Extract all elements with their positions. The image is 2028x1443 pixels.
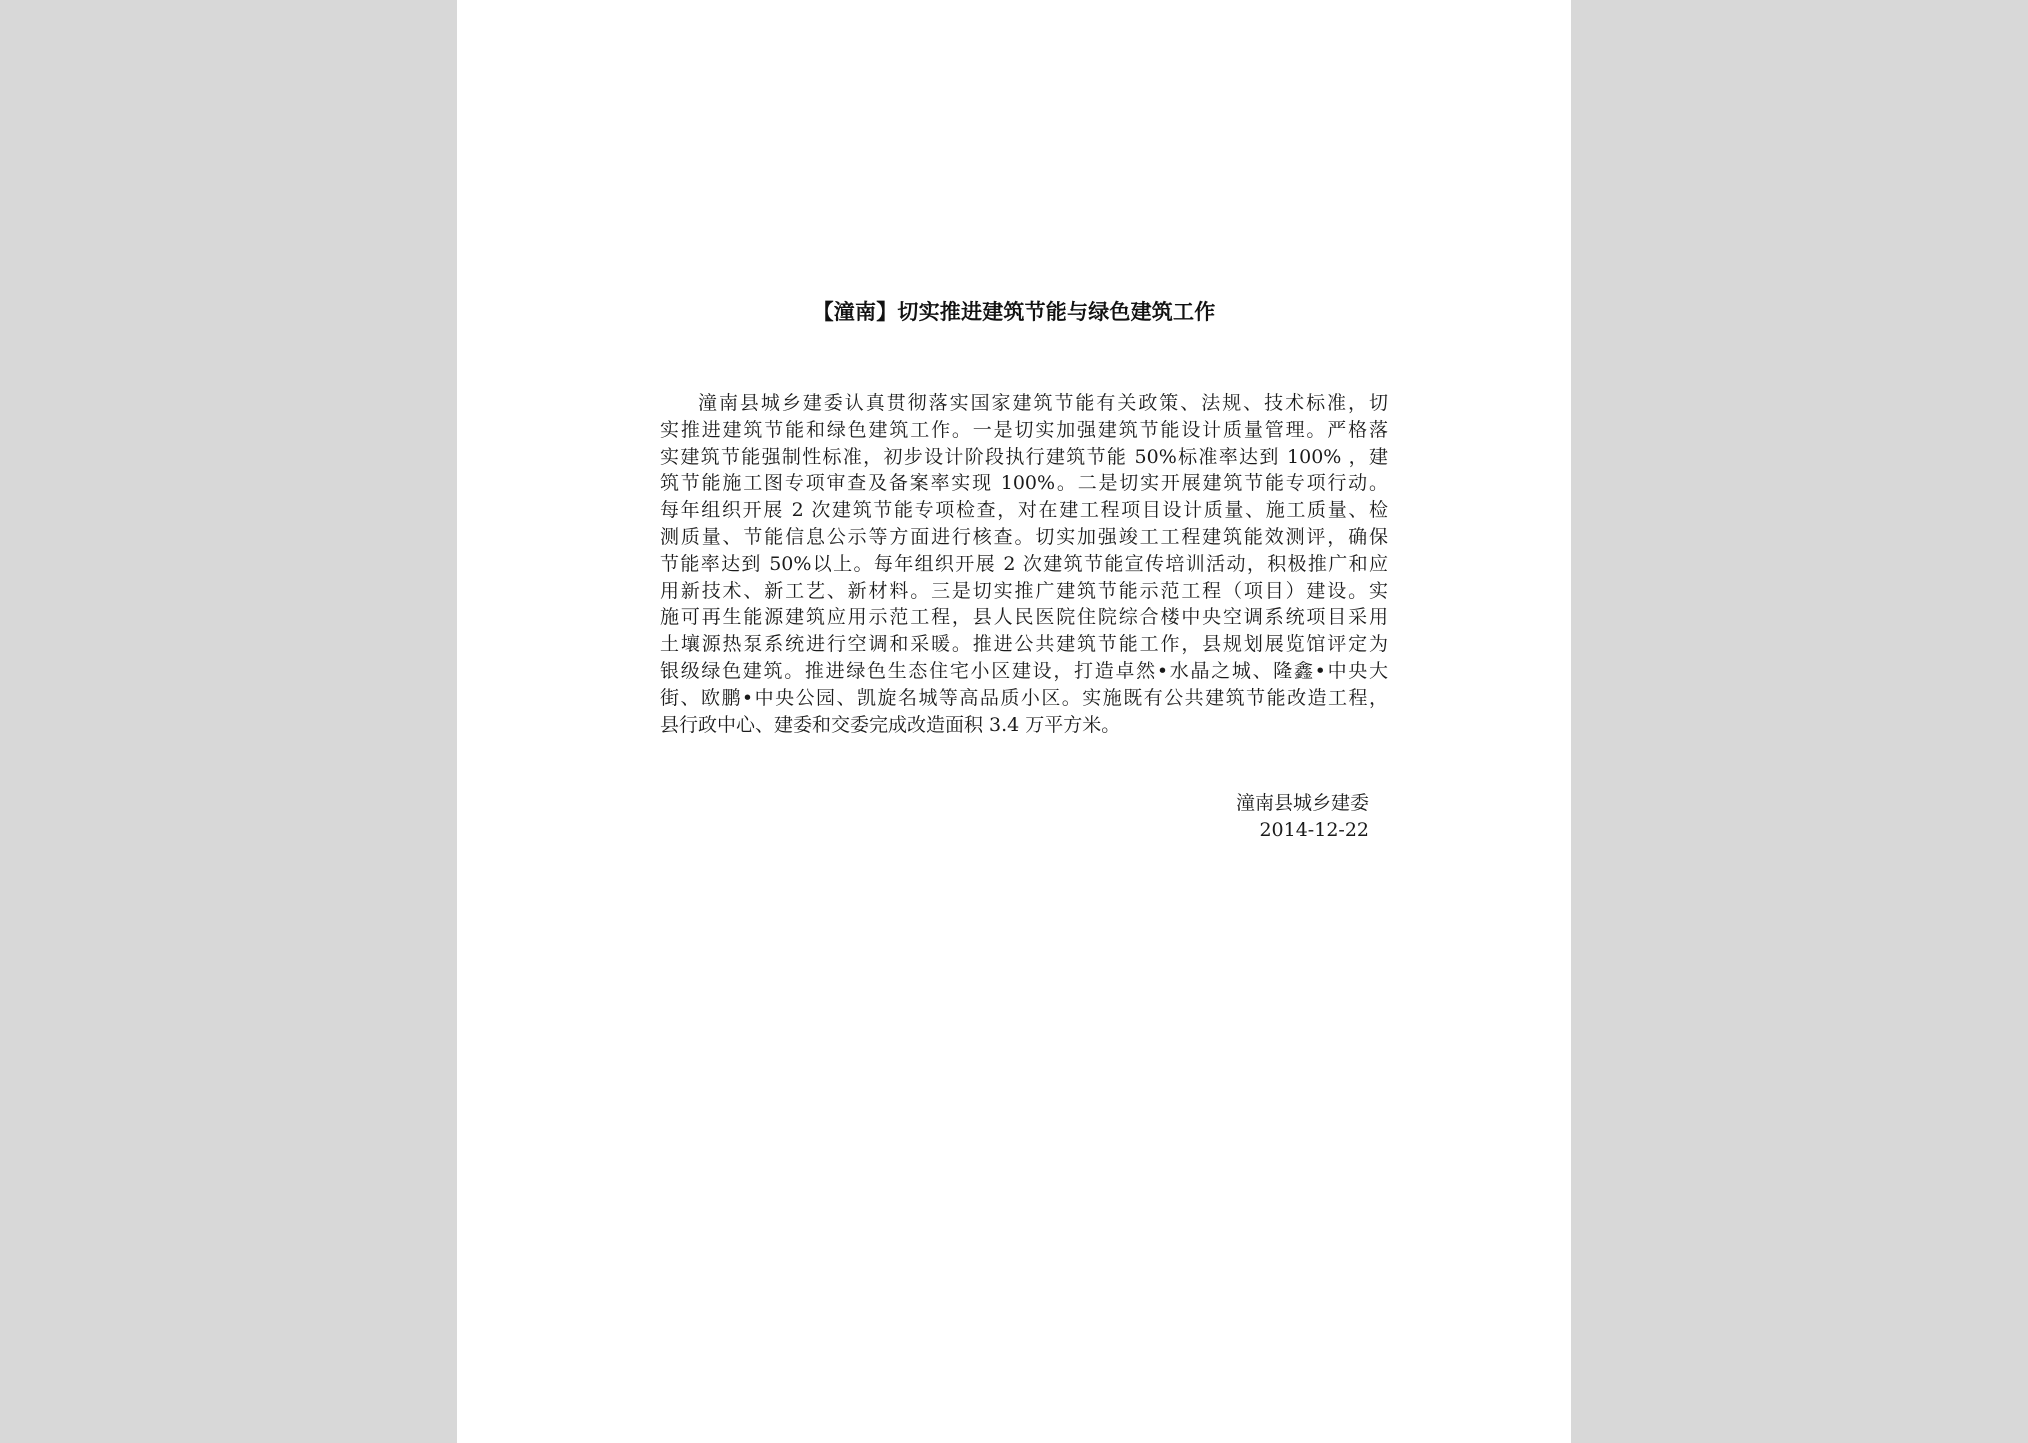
body-line: 实推进建筑节能和绿色建筑工作。一是切实加强建筑节能设计质量管理。严格落 [660, 418, 1388, 441]
signature-date: 2014-12-22 [1259, 819, 1369, 841]
body-line: 每年组织开展 2 次建筑节能专项检查，对在建工程项目设计质量、施工质量、检 [660, 499, 1388, 522]
body-line: 筑节能施工图专项审查及备案率实现 100%。二是切实开展建筑节能专项行动。 [660, 472, 1388, 495]
body-line: 施可再生能源建筑应用示范工程，县人民医院住院综合楼中央空调系统项目采用 [660, 606, 1388, 629]
document-title: 【潼南】切实推进建筑节能与绿色建筑工作 [812, 300, 1216, 324]
body-line: 测质量、节能信息公示等方面进行核查。切实加强竣工工程建筑能效测评，确保 [660, 525, 1388, 548]
body-line: 土壤源热泵系统进行空调和采暖。推进公共建筑节能工作，县规划展览馆评定为 [660, 633, 1388, 656]
document-page [457, 0, 1571, 1443]
document-body [660, 390, 1388, 738]
body-line: 县行政中心、建委和交委完成改造面积 3.4 万平方米。 [660, 713, 1121, 736]
signature-block [457, 790, 1369, 844]
body-line: 银级绿色建筑。推进绿色生态住宅小区建设，打造卓然•水晶之城、隆鑫•中央大 [660, 659, 1388, 682]
body-line: 潼南县城乡建委认真贯彻落实国家建筑节能有关政策、法规、技术标准，切 [698, 392, 1388, 414]
body-line: 节能率达到 50%以上。每年组织开展 2 次建筑节能宣传培训活动，积极推广和应 [660, 552, 1388, 575]
body-line: 用新技术、新工艺、新材料。三是切实推广建筑节能示范工程（项目）建设。实 [660, 579, 1388, 602]
signature-organization: 潼南县城乡建委 [1235, 792, 1369, 814]
body-line: 实建筑节能强制性标准，初步设计阶段执行建筑节能 50%标准率达到 100% ，建 [660, 445, 1388, 468]
body-line: 街、欧鹏•中央公园、凯旋名城等高品质小区。实施既有公共建筑节能改造工程， [660, 686, 1388, 709]
